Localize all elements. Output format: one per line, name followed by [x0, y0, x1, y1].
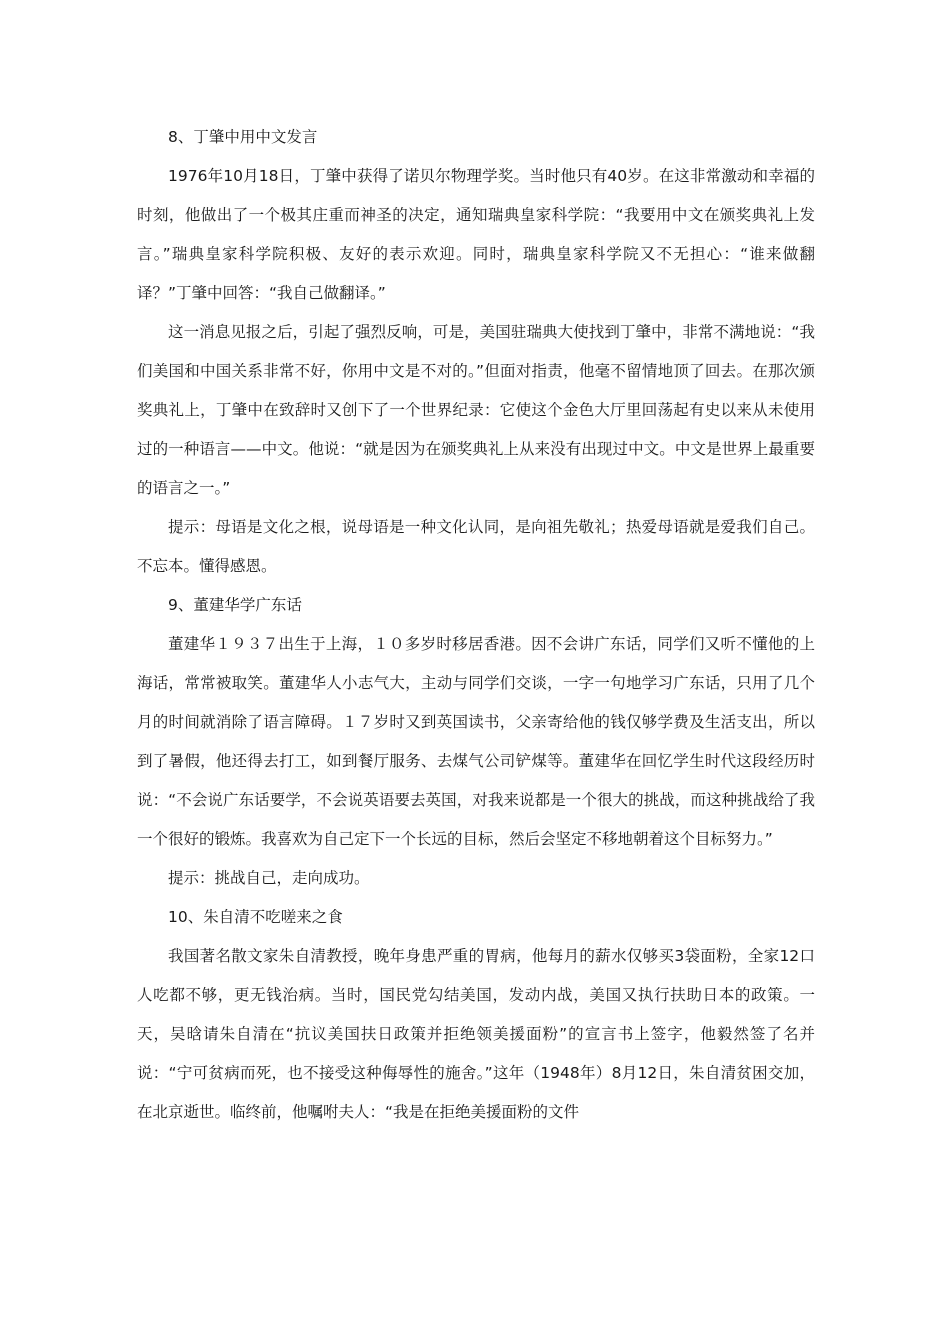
body-paragraph: 这一消息见报之后，引起了强烈反响，可是，美国驻瑞典大使找到丁肇中，非常不满地说：“我们美国和中国关系非常不好，你用中文是不对的。”但面对指责，他毫不留情地顶了回去。在那次颁奖典礼上，丁肇中在致辞时又创下了一个世界纪录：它使这个金色大厅里回荡起有史以来从未使用过的一种语言——中文。他说：“就是因为在颁奖典礼上从来没有出现过中文。中文是世界上最重要的语言之一。”	[137, 323, 815, 497]
section-heading: 10、朱自清不吃嗟来之食	[168, 908, 343, 926]
section-heading: 8、丁肇中用中文发言	[168, 128, 318, 146]
document-body	[137, 118, 815, 1132]
body-paragraph: 我国著名散文家朱自清教授，晚年身患严重的胃病，他每月的薪水仅够买3袋面粉，全家12口人吃都不够，更无钱治病。当时，国民党勾结美国，发动内战，美国又执行扶助日本的政策。一天，吴晗请朱自清在“抗议美国扶日政策并拒绝领美援面粉”的宣言书上签字，他毅然签了名并说：“宁可贫病而死，也不接受这种侮辱性的施舍。”这年（1948年）8月12日，朱自清贫困交加，在北京逝世。临终前，他嘱咐夫人：“我是在拒绝美援面粉的文件	[137, 947, 815, 1121]
section-heading: 9、董建华学广东话	[168, 596, 302, 614]
body-paragraph: 董建华１９３７出生于上海，１０多岁时移居香港。因不会讲广东话，同学们又听不懂他的上海话，常常被取笑。董建华人小志气大，主动与同学们交谈，一字一句地学习广东话，只用了几个月的时间就消除了语言障碍。１７岁时又到英国读书，父亲寄给他的钱仅够学费及生活支出，所以到了暑假，他还得去打工，如到餐厅服务、去煤气公司铲煤等。董建华在回忆学生时代这段经历时说：“不会说广东话要学，不会说英语要去英国，对我来说都是一个很大的挑战，而这种挑战给了我一个很好的锻炼。我喜欢为自己定下一个长远的目标，然后会坚定不移地朝着这个目标努力。”	[137, 635, 815, 848]
tip-paragraph: 提示：母语是文化之根，说母语是一种文化认同，是向祖先敬礼；热爱母语就是爱我们自己。不忘本。懂得感恩。	[137, 518, 815, 575]
body-paragraph: 1976年10月18日，丁肇中获得了诺贝尔物理学奖。当时他只有40岁。在这非常激动和幸福的时刻，他做出了一个极其庄重而神圣的决定，通知瑞典皇家科学院：“我要用中文在颁奖典礼上发言。”瑞典皇家科学院积极、友好的表示欢迎。同时，瑞典皇家科学院又不无担心：“谁来做翻译？”丁肇中回答：“我自己做翻译。”	[137, 167, 815, 302]
tip-paragraph: 提示：挑战自己，走向成功。	[168, 869, 370, 887]
